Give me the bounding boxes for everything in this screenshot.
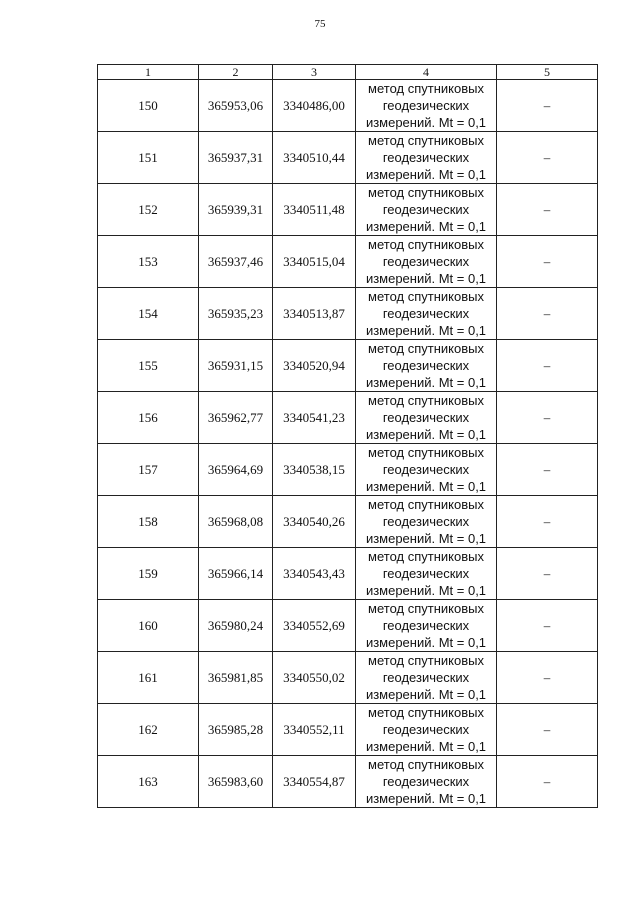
method-cell xyxy=(356,132,497,184)
x-coordinate-cell: 365980,24 xyxy=(199,600,273,652)
method-line-1: метод спутниковых xyxy=(368,757,484,772)
coordinates-table xyxy=(97,64,598,808)
method-line-3: измерений. Mt = 0,1 xyxy=(365,739,487,754)
table-row xyxy=(98,392,598,444)
y-coordinate-cell: 3340543,43 xyxy=(273,548,356,600)
method-line-2: геодезических xyxy=(382,306,470,321)
method-cell xyxy=(356,756,497,808)
note-cell: – xyxy=(497,80,598,132)
y-coordinate-cell: 3340513,87 xyxy=(273,288,356,340)
method-line-1: метод спутниковых xyxy=(368,653,484,668)
method-line-1: метод спутниковых xyxy=(368,497,484,512)
note-cell: – xyxy=(497,184,598,236)
method-line-1: метод спутниковых xyxy=(368,185,484,200)
method-cell xyxy=(356,236,497,288)
method-line-3: измерений. Mt = 0,1 xyxy=(365,323,487,338)
point-number-cell: 153 xyxy=(98,236,199,288)
table-header-row xyxy=(98,65,598,80)
y-coordinate-cell: 3340552,69 xyxy=(273,600,356,652)
method-line-1: метод спутниковых xyxy=(368,393,484,408)
y-coordinate-cell: 3340520,94 xyxy=(273,340,356,392)
x-coordinate-cell: 365939,31 xyxy=(199,184,273,236)
point-number-cell: 158 xyxy=(98,496,199,548)
method-line-1: метод спутниковых xyxy=(368,289,484,304)
method-line-1: метод спутниковых xyxy=(368,133,484,148)
table-row xyxy=(98,756,598,808)
table-row xyxy=(98,236,598,288)
method-cell xyxy=(356,340,497,392)
method-line-1: метод спутниковых xyxy=(368,601,484,616)
method-cell xyxy=(356,184,497,236)
method-line-2: геодезических xyxy=(382,202,470,217)
column-header-4: 4 xyxy=(356,65,497,80)
y-coordinate-cell: 3340511,48 xyxy=(273,184,356,236)
x-coordinate-cell: 365937,31 xyxy=(199,132,273,184)
table-row xyxy=(98,652,598,704)
method-line-2: геодезических xyxy=(382,670,470,685)
method-line-2: геодезических xyxy=(382,774,470,789)
note-cell: – xyxy=(497,444,598,496)
note-cell: – xyxy=(497,392,598,444)
y-coordinate-cell: 3340486,00 xyxy=(273,80,356,132)
method-cell xyxy=(356,704,497,756)
method-line-3: измерений. Mt = 0,1 xyxy=(365,635,487,650)
point-number-cell: 150 xyxy=(98,80,199,132)
note-cell: – xyxy=(497,652,598,704)
method-cell xyxy=(356,652,497,704)
method-line-1: метод спутниковых xyxy=(368,445,484,460)
method-line-2: геодезических xyxy=(382,566,470,581)
y-coordinate-cell: 3340540,26 xyxy=(273,496,356,548)
note-cell: – xyxy=(497,548,598,600)
point-number-cell: 152 xyxy=(98,184,199,236)
method-line-1: метод спутниковых xyxy=(368,237,484,252)
method-cell xyxy=(356,600,497,652)
method-line-3: измерений. Mt = 0,1 xyxy=(365,531,487,546)
x-coordinate-cell: 365964,69 xyxy=(199,444,273,496)
y-coordinate-cell: 3340515,04 xyxy=(273,236,356,288)
method-cell xyxy=(356,288,497,340)
point-number-cell: 151 xyxy=(98,132,199,184)
method-line-2: геодезических xyxy=(382,254,470,269)
column-header-2: 2 xyxy=(199,65,273,80)
method-cell xyxy=(356,444,497,496)
point-number-cell: 159 xyxy=(98,548,199,600)
note-cell: – xyxy=(497,236,598,288)
column-header-5: 5 xyxy=(497,65,598,80)
y-coordinate-cell: 3340552,11 xyxy=(273,704,356,756)
method-cell xyxy=(356,392,497,444)
note-cell: – xyxy=(497,600,598,652)
note-cell: – xyxy=(497,340,598,392)
y-coordinate-cell: 3340550,02 xyxy=(273,652,356,704)
x-coordinate-cell: 365981,85 xyxy=(199,652,273,704)
method-line-3: измерений. Mt = 0,1 xyxy=(365,583,487,598)
x-coordinate-cell: 365935,23 xyxy=(199,288,273,340)
y-coordinate-cell: 3340538,15 xyxy=(273,444,356,496)
point-number-cell: 161 xyxy=(98,652,199,704)
note-cell: – xyxy=(497,756,598,808)
method-line-1: метод спутниковых xyxy=(368,549,484,564)
method-line-3: измерений. Mt = 0,1 xyxy=(365,427,487,442)
method-line-3: измерений. Mt = 0,1 xyxy=(365,167,487,182)
point-number-cell: 157 xyxy=(98,444,199,496)
x-coordinate-cell: 365983,60 xyxy=(199,756,273,808)
point-number-cell: 162 xyxy=(98,704,199,756)
x-coordinate-cell: 365962,77 xyxy=(199,392,273,444)
method-cell xyxy=(356,548,497,600)
page-number: 75 xyxy=(314,18,326,30)
table-row xyxy=(98,444,598,496)
method-line-2: геодезических xyxy=(382,514,470,529)
method-line-1: метод спутниковых xyxy=(368,81,484,96)
table-row xyxy=(98,704,598,756)
x-coordinate-cell: 365968,08 xyxy=(199,496,273,548)
x-coordinate-cell: 365931,15 xyxy=(199,340,273,392)
method-line-2: геодезических xyxy=(382,618,470,633)
x-coordinate-cell: 365937,46 xyxy=(199,236,273,288)
table-row xyxy=(98,340,598,392)
point-number-cell: 156 xyxy=(98,392,199,444)
method-line-2: геодезических xyxy=(382,462,470,477)
method-line-3: измерений. Mt = 0,1 xyxy=(365,479,487,494)
method-line-3: измерений. Mt = 0,1 xyxy=(365,219,487,234)
x-coordinate-cell: 365985,28 xyxy=(199,704,273,756)
point-number-cell: 160 xyxy=(98,600,199,652)
method-line-3: измерений. Mt = 0,1 xyxy=(365,687,487,702)
note-cell: – xyxy=(497,704,598,756)
table-row xyxy=(98,496,598,548)
method-line-2: геодезических xyxy=(382,150,470,165)
method-line-3: измерений. Mt = 0,1 xyxy=(365,115,487,130)
table-row xyxy=(98,132,598,184)
point-number-cell: 155 xyxy=(98,340,199,392)
method-line-2: геодезических xyxy=(382,410,470,425)
table-row xyxy=(98,288,598,340)
table-body xyxy=(98,80,598,808)
method-line-3: измерений. Mt = 0,1 xyxy=(365,271,487,286)
method-line-2: геодезических xyxy=(382,358,470,373)
method-cell xyxy=(356,496,497,548)
method-line-2: геодезических xyxy=(382,722,470,737)
method-line-1: метод спутниковых xyxy=(368,341,484,356)
method-line-3: измерений. Mt = 0,1 xyxy=(365,375,487,390)
column-header-1: 1 xyxy=(98,65,199,80)
method-cell xyxy=(356,80,497,132)
y-coordinate-cell: 3340541,23 xyxy=(273,392,356,444)
table-row xyxy=(98,80,598,132)
note-cell: – xyxy=(497,132,598,184)
column-header-3: 3 xyxy=(273,65,356,80)
note-cell: – xyxy=(497,496,598,548)
method-line-1: метод спутниковых xyxy=(368,705,484,720)
y-coordinate-cell: 3340510,44 xyxy=(273,132,356,184)
note-cell: – xyxy=(497,288,598,340)
table-row xyxy=(98,548,598,600)
x-coordinate-cell: 365953,06 xyxy=(199,80,273,132)
table-row xyxy=(98,600,598,652)
point-number-cell: 163 xyxy=(98,756,199,808)
x-coordinate-cell: 365966,14 xyxy=(199,548,273,600)
method-line-3: измерений. Mt = 0,1 xyxy=(365,791,487,806)
point-number-cell: 154 xyxy=(98,288,199,340)
table-row xyxy=(98,184,598,236)
y-coordinate-cell: 3340554,87 xyxy=(273,756,356,808)
method-line-2: геодезических xyxy=(382,98,470,113)
